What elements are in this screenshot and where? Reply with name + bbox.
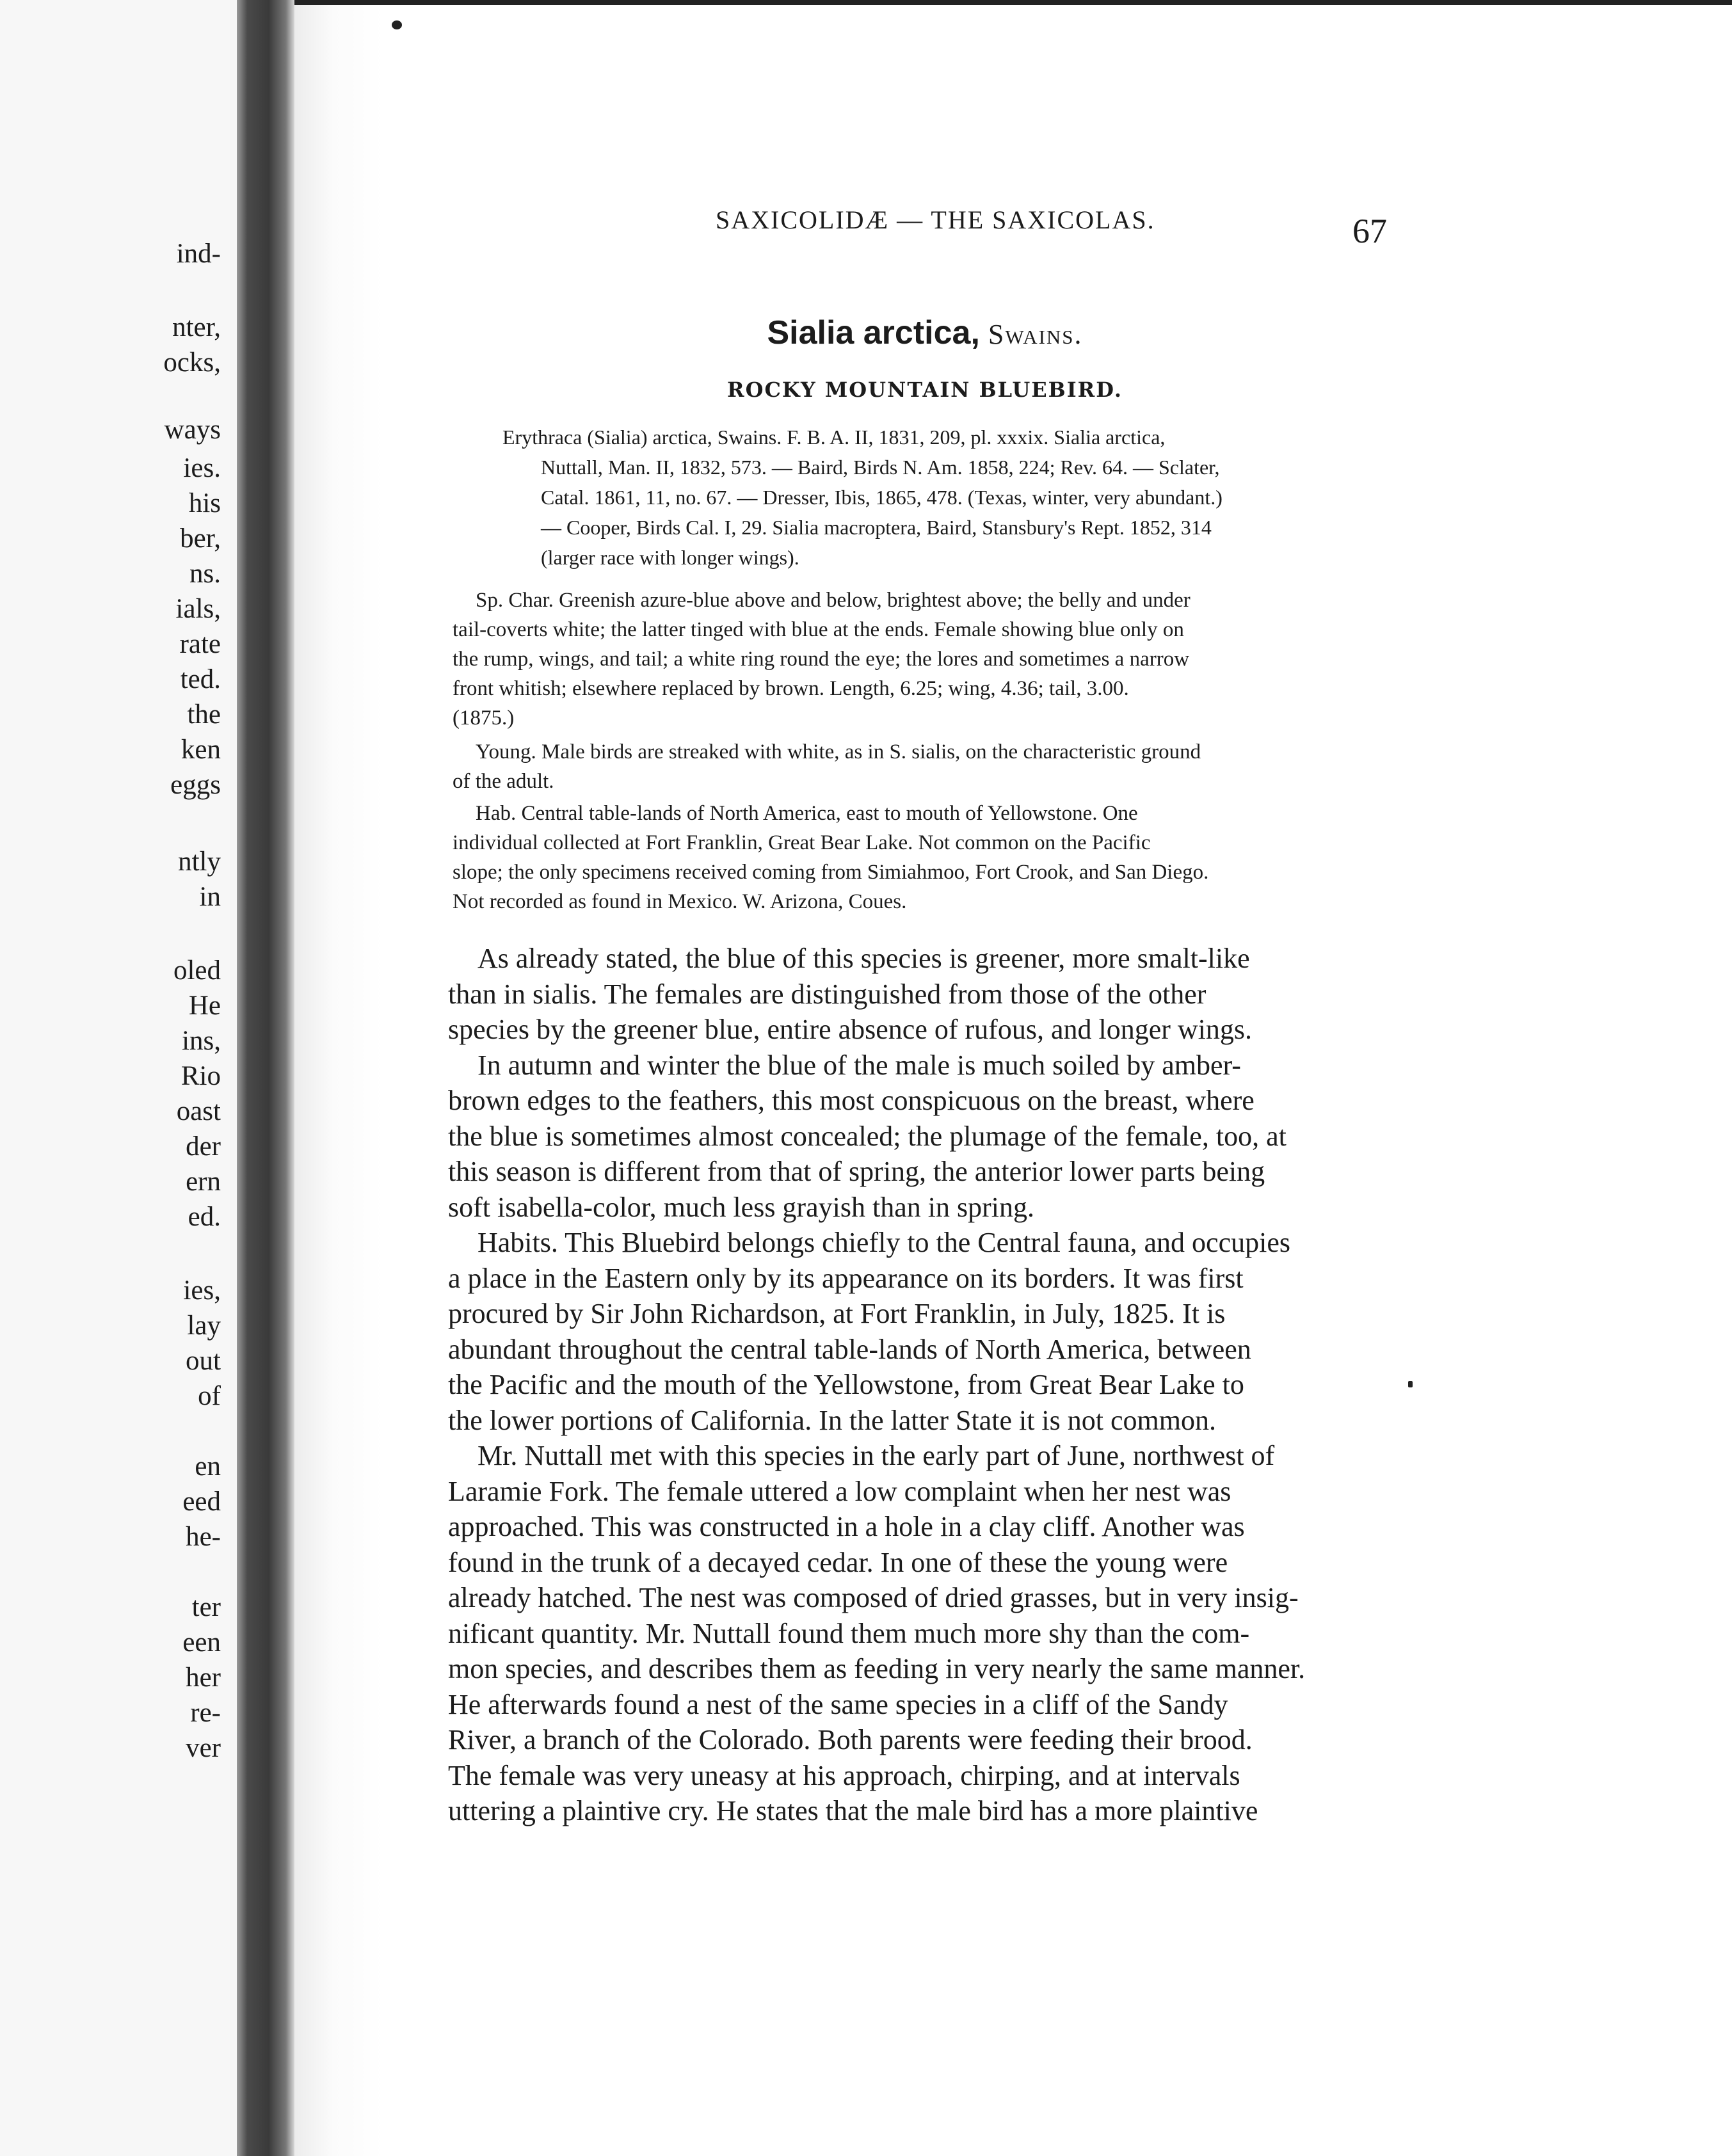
body-line: River, a branch of the Colorado. Both parents were feeding their brood.: [448, 1724, 1253, 1755]
hab-line: individual collected at Fort Franklin, Great Bear Lake. Not common on the Pacific: [453, 831, 1151, 854]
young-line: of the adult.: [453, 770, 554, 793]
species-heading: [0, 314, 1732, 352]
synonymy-block: [502, 422, 1389, 573]
left-page-fragment: his: [188, 488, 221, 518]
left-page-fragment: he-: [186, 1522, 221, 1552]
left-page-fragment: of: [198, 1381, 221, 1411]
hab-line: slope; the only specimens received coming from Simiahmoo, Fort Crook, and San Diego.: [453, 861, 1209, 884]
body-line: In autumn and winter the blue of the male is much soiled by amber-: [477, 1049, 1241, 1081]
left-page-fragment: ways: [164, 415, 221, 445]
synonymy-line: (larger race with longer wings).: [541, 546, 799, 569]
body-line: already hatched. The nest was composed of dried grasses, but in very insig-: [448, 1582, 1299, 1613]
left-page-fragment: ern: [186, 1167, 221, 1197]
hab-line: Not recorded as found in Mexico. W. Arizona, Coues.: [453, 890, 907, 913]
left-page-fragment: ials,: [175, 594, 221, 624]
body-line: procured by Sir John Richardson, at Fort Franklin, in July, 1825. It is: [448, 1298, 1226, 1329]
body-line: As already stated, the blue of this species is greener, more smalt-like: [477, 943, 1250, 974]
body-line: a place in the Eastern only by its appearance on its borders. It was first: [448, 1262, 1244, 1294]
hab-line: Hab. Central table-lands of North America, east to mouth of Yellowstone. One: [476, 802, 1138, 825]
body-line: the lower portions of California. In the latter State it is not common.: [448, 1404, 1216, 1436]
left-page-fragment: ed.: [188, 1202, 221, 1232]
main-text: [448, 941, 1389, 1829]
body-line: Habits. This Bluebird belongs chiefly to the Central fauna, and occupies: [477, 1227, 1290, 1258]
body-line: than in sialis. The females are distinguished from those of the other: [448, 978, 1207, 1010]
left-page-fragment: Rio: [180, 1061, 221, 1091]
left-page-fragment: en: [195, 1451, 221, 1481]
left-page-fragment: her: [186, 1663, 221, 1693]
page-top-edge: [294, 0, 1732, 5]
body-line: found in the trunk of a decayed cedar. In one of these the young were: [448, 1546, 1228, 1578]
species-authority: Swains.: [979, 319, 1083, 350]
running-header: SAXICOLIDÆ — THE SAXICOLAS.: [716, 205, 1155, 234]
body-line: species by the greener blue, entire absence of rufous, and longer wings.: [448, 1014, 1252, 1045]
left-page-fragment: eggs: [170, 770, 221, 800]
left-page-fragment: ns.: [189, 559, 221, 589]
synonymy-line: — Cooper, Birds Cal. I, 29. Sialia macroptera, Baird, Stansbury's Rept. 1852, 314: [541, 516, 1212, 539]
left-page-fragment: oled: [173, 955, 221, 986]
body-line: He afterwards found a nest of the same species in a cliff of the Sandy: [448, 1688, 1228, 1720]
left-page-fragment: ter: [191, 1592, 221, 1622]
left-page-fragment: in: [199, 882, 221, 912]
synonymy-line: Catal. 1861, 11, no. 67. — Dresser, Ibis, 1865, 478. (Texas, winter, very abundant.): [541, 486, 1223, 509]
left-page-fragment: ins,: [182, 1026, 221, 1056]
body-line: soft isabella-color, much less grayish than in spring.: [448, 1191, 1034, 1223]
left-page-fragment: He: [188, 991, 221, 1021]
left-page-fragment: re-: [190, 1698, 221, 1728]
left-page-fragment: ver: [186, 1733, 221, 1763]
body-line: this season is different from that of spring, the anterior lower parts being: [448, 1156, 1265, 1187]
left-page-fragment: ind-: [176, 239, 221, 269]
left-page-fragment: lay: [187, 1311, 221, 1341]
left-page-fragment: ken: [180, 735, 221, 765]
left-page-fragment: ted.: [180, 664, 221, 694]
left-page-fragment: ies.: [183, 453, 221, 483]
left-page-fragment: ntly: [178, 847, 221, 877]
synonymy-line: Nuttall, Man. II, 1832, 573. — Baird, Birds N. Am. 1858, 224; Rev. 64. — Sclater,: [541, 456, 1220, 479]
left-page-fragment: ber,: [180, 523, 221, 554]
left-page-fragment: ies,: [183, 1275, 221, 1306]
left-page-fragment: the: [187, 699, 221, 730]
habitat-description: [453, 799, 1389, 916]
body-line: nificant quantity. Mr. Nuttall found them much more shy than the com-: [448, 1617, 1250, 1649]
body-line: the Pacific and the mouth of the Yellowstone, from Great Bear Lake to: [448, 1369, 1244, 1400]
body-line: mon species, and describes them as feeding in very nearly the same manner.: [448, 1653, 1306, 1684]
left-page-fragment: ocks,: [163, 347, 221, 378]
sp-char-line: the rump, wings, and tail; a white ring round the eye; the lores and sometimes a narrow: [453, 648, 1190, 671]
synonymy-line: Erythraca (Sialia) arctica, Swains. F. B. A. II, 1831, 209, pl. xxxix. Sialia arctica,: [502, 426, 1166, 449]
body-line: Laramie Fork. The female uttered a low complaint when her nest was: [448, 1475, 1231, 1507]
left-page-fragment: nter,: [172, 312, 221, 342]
body-line: brown edges to the feathers, this most conspicuous on the breast, where: [448, 1085, 1255, 1116]
sp-char-line: tail-coverts white; the latter tinged with blue at the ends. Female showing blue only on: [453, 618, 1184, 641]
young-description: [453, 737, 1389, 796]
body-line: The female was very uneasy at his approach, chirping, and at intervals: [448, 1759, 1240, 1791]
left-page-fragment: eed: [182, 1487, 221, 1517]
left-page-fragment: oast: [176, 1096, 221, 1126]
young-line: Young. Male birds are streaked with white, as in S. sialis, on the characteristic ground: [476, 740, 1201, 763]
species-characters: [453, 586, 1389, 733]
page-number: 67: [1352, 212, 1387, 250]
body-line: abundant throughout the central table-lands of North America, between: [448, 1333, 1251, 1365]
species-common-name: ROCKY MOUNTAIN BLUEBIRD.: [726, 378, 1123, 402]
species-scientific-name: Sialia arctica,: [767, 314, 980, 351]
body-line: Mr. Nuttall met with this species in the early part of June, northwest of: [477, 1440, 1275, 1471]
left-page-fragment: een: [182, 1627, 221, 1657]
body-line: the blue is sometimes almost concealed; the plumage of the female, too, at: [448, 1120, 1287, 1152]
left-page-fragment: out: [186, 1346, 221, 1376]
sp-char-line: front whitish; elsewhere replaced by brown. Length, 6.25; wing, 4.36; tail, 3.00.: [453, 677, 1129, 700]
body-line: approached. This was constructed in a hole in a clay cliff. Another was: [448, 1511, 1245, 1542]
scan-speck: [392, 20, 402, 29]
sp-char-line: Sp. Char. Greenish azure-blue above and below, brightest above; the belly and under: [476, 589, 1191, 612]
sp-char-line: (1875.): [453, 707, 515, 730]
left-page-fragment: rate: [179, 629, 221, 659]
left-page-fragment: der: [186, 1131, 221, 1162]
body-line: uttering a plaintive cry. He states that the male bird has a more plaintive: [448, 1795, 1258, 1826]
scan-speck: [1408, 1381, 1413, 1387]
